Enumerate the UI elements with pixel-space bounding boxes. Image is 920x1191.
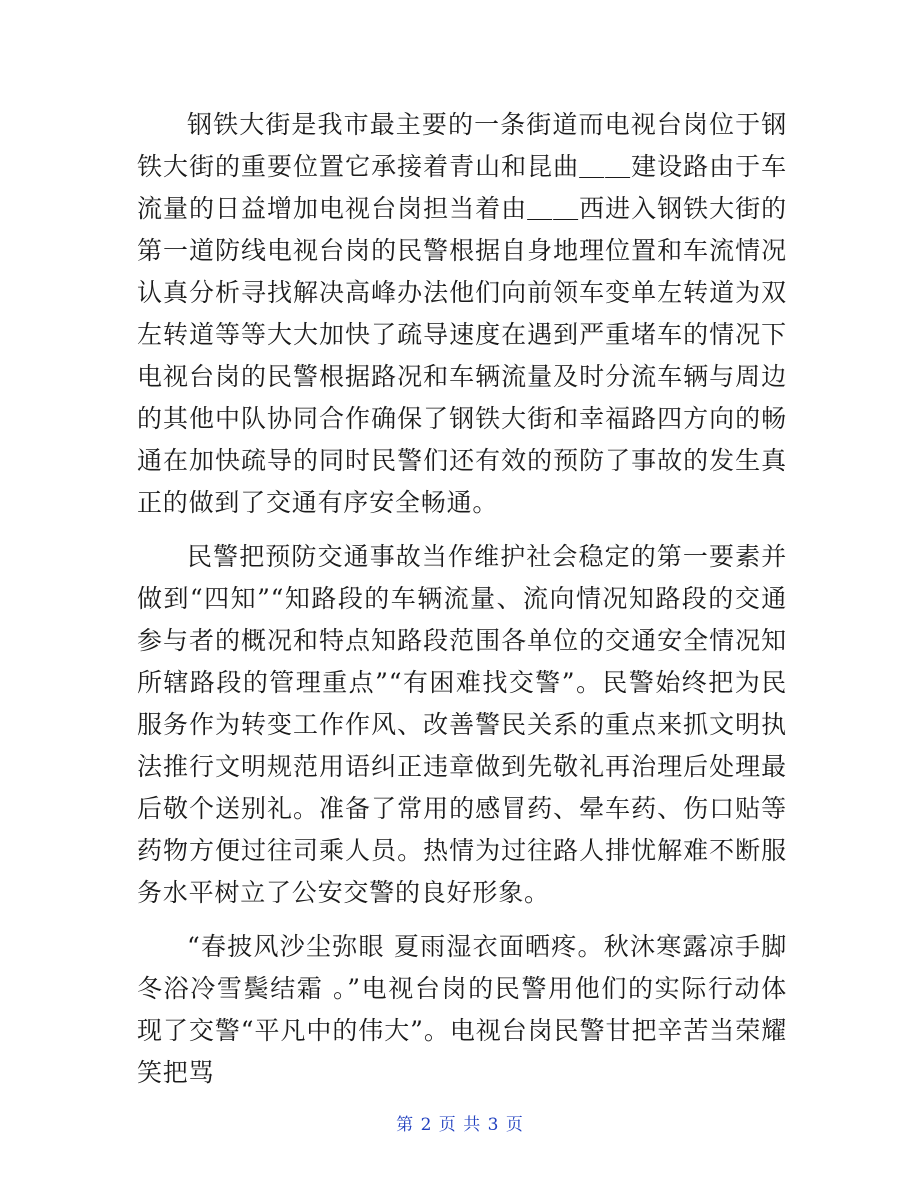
document-body xyxy=(137,104,787,1094)
paragraph-1: 钢铁大街是我市最主要的一条街道而电视台岗位于钢铁大街的重要位置它承接着青山和昆曲＿＿建设路由于车流量的日益增加电视台岗担当着由＿＿西进入钢铁大街的第一道防线电视台岗的民警根据自身地理位置和车流情况认真分析寻找解决高峰办法他们向前领车变单左转道为双左转道等等大大加快了疏导速度在遇到严重堵车的情况下电视台岗的民警根据路况和车辆流量及时分流车辆与周边的其他中队协同合作确保了钢铁大街和幸福路四方向的畅通在加快疏导的同时民警们还有效的预防了事故的发生真正的做到了交通有序安全畅通。 xyxy=(137,110,787,517)
page-number-footer: 第 2 页 共 3 页 xyxy=(396,1115,524,1135)
paragraph-3: “春披风沙尘弥眼 夏雨湿衣面晒疼。秋沐寒露凉手脚冬浴冷雪鬓结霜 。”电视台岗的民警用他们的实际行动体现了交警“平凡中的伟大”。电视台岗民警甘把辛苦当荣耀笑把骂 xyxy=(137,932,787,1087)
paragraph-2: 民警把预防交通事故当作维护社会稳定的第一要素并做到“四知”“知路段的车辆流量、流向情况知路段的交通参与者的概况和特点知路段范围各单位的交通安全情况知所辖路段的管理重点”“有困难找交警”。民警始终把为民服务作为转变工作作风、改善警民关系的重点来抓文明执法推行文明规范用语纠正违章做到先敬礼再治理后处理最后敬个送别礼。准备了常用的感冒药、晕车药、伤口贴等药物方便过往司乘人员。热情为过往路人排忧解难不断服务水平树立了公安交警的良好形象。 xyxy=(137,542,787,907)
